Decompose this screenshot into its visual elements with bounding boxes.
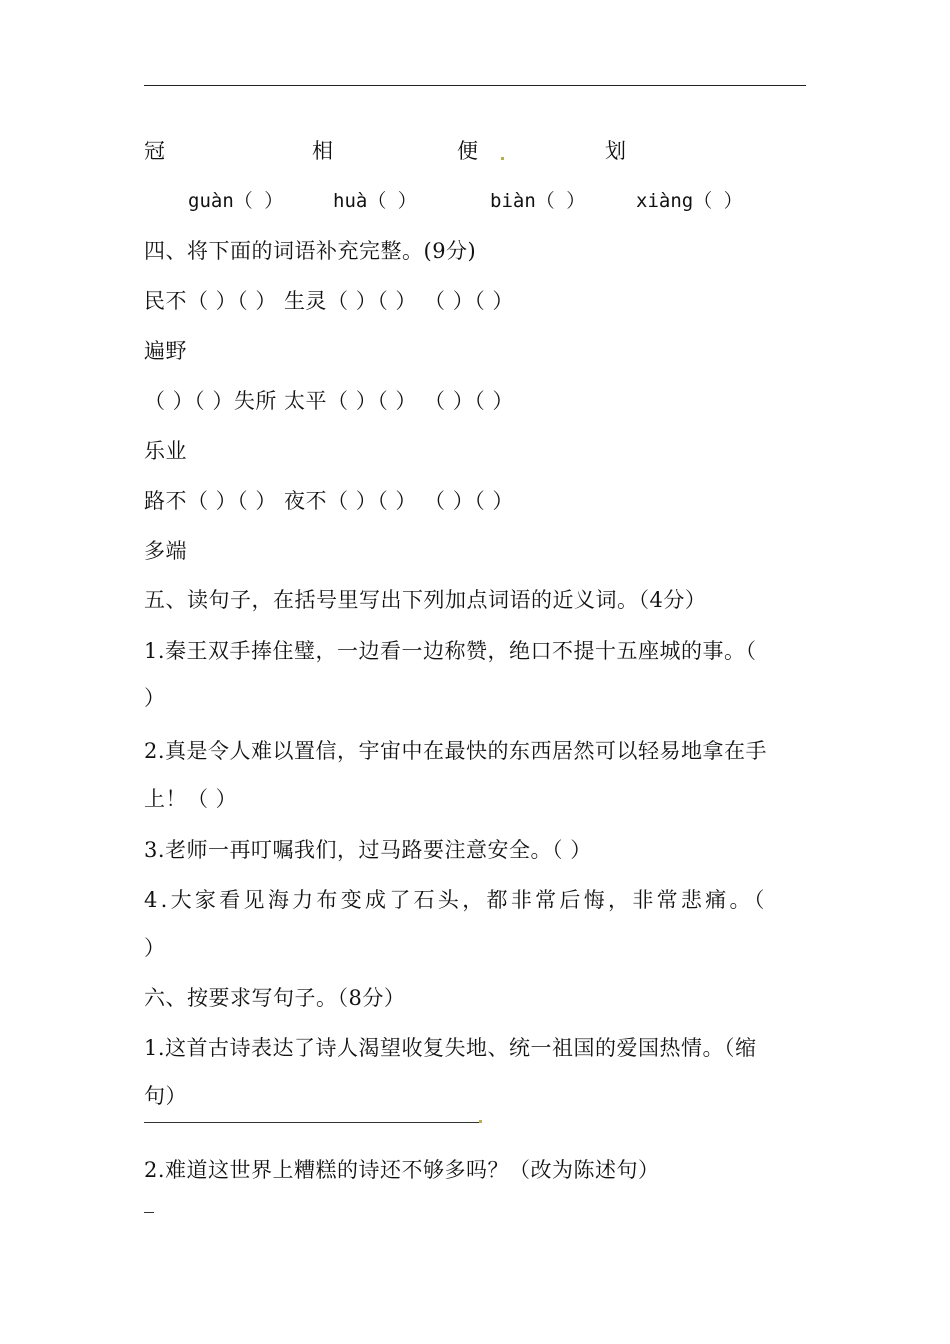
section4-title: 四、将下面的词语补充完整。(9分): [144, 239, 477, 263]
char-bian: 便: [457, 139, 478, 163]
pinyin-bian: biàn（ ）: [490, 190, 586, 212]
question-line: 句）: [144, 1084, 187, 1108]
question-line: 3.老师一再叮嘱我们，过马路要注意安全。（ ）: [144, 838, 592, 862]
pinyin-hua: huà（ ）: [333, 190, 417, 212]
question-line: 1.这首古诗表达了诗人渴望收复失地、统一祖国的爱国热情。（缩: [144, 1036, 757, 1060]
char-xiang: 相: [312, 139, 333, 163]
question-line: ）: [144, 936, 166, 960]
question-line: 1.秦王双手捧住璧，一边看一边称赞，绝口不提十五座城的事。（: [144, 639, 757, 663]
idiom-row: （ ）（ ）失所 太平（ ）（ ） （ ）（ ）: [144, 389, 514, 413]
char-guan: 冠: [144, 139, 165, 163]
question-line: 4.大家看见海力布变成了石头，都非常后悔，非常悲痛。（: [144, 888, 768, 912]
idiom-row: 路不（ ）（ ） 夜不（ ）（ ） （ ）（ ）: [144, 489, 514, 513]
pinyin-guan: guàn（ ）: [188, 190, 284, 212]
header-rule: [144, 85, 806, 86]
answer-line[interactable]: [144, 1212, 154, 1213]
question-line: 2.真是令人难以置信，宇宙中在最快的东西居然可以轻易地拿在手: [144, 739, 768, 763]
emphasis-dot: [479, 1120, 482, 1123]
idiom-row: 遍野: [144, 339, 187, 363]
question-line: ）: [144, 686, 166, 710]
idiom-row: 民不（ ）（ ） 生灵（ ）（ ） （ ）（ ）: [144, 289, 514, 313]
char-hua: 划: [605, 139, 626, 163]
idiom-row: 多端: [144, 539, 187, 563]
section5-title: 五、读句子，在括号里写出下列加点词语的近义词。（4分）: [144, 588, 707, 612]
emphasis-dot: [501, 157, 504, 160]
section6-title: 六、按要求写句子。（8分）: [144, 986, 406, 1010]
pinyin-xiang: xiàng（ ）: [636, 190, 743, 212]
question-line: 2.难道这世界上糟糕的诗还不够多吗？（改为陈述句）: [144, 1158, 660, 1182]
question-line: 上！（ ）: [144, 787, 238, 811]
answer-line[interactable]: [144, 1122, 480, 1123]
idiom-row: 乐业: [144, 439, 187, 463]
